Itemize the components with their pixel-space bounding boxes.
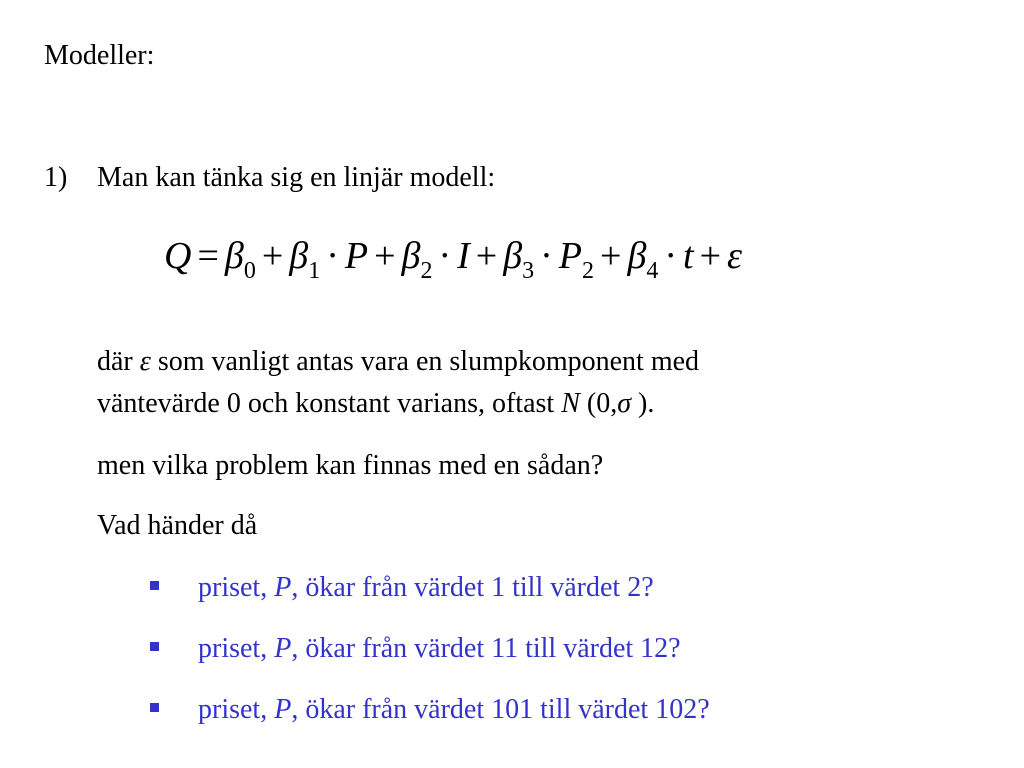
bullet-3-var: P [274, 694, 292, 725]
formula-var-3: P [558, 235, 583, 277]
bullet-3-post: , ökar från värdet 101 till värdet 102? [291, 694, 710, 725]
formula-var-2: I [457, 235, 470, 277]
p1-text-c: väntevärde 0 och konstant varians, oftast [97, 388, 562, 419]
formula-dot-3: · [540, 235, 553, 277]
paragraph-problems: men vilka problem kan finnas med en sådan? [97, 450, 604, 481]
page-title: Modeller: [44, 40, 155, 71]
formula-beta-2-sub: 2 [420, 258, 433, 284]
formula-beta-3-sub: 3 [522, 258, 535, 284]
bullet-2-pre: priset, [198, 633, 275, 664]
formula-dot-1: · [326, 235, 339, 277]
bullet-text-1 [198, 572, 654, 604]
formula-dot-2: · [438, 235, 452, 277]
formula-plus-5: + [699, 235, 722, 277]
formula-plus-4: + [600, 235, 622, 277]
formula-beta-3: β [503, 235, 523, 277]
bullet-text-3 [198, 694, 710, 726]
formula-plus-3: + [475, 235, 498, 277]
list-item-number: 1) [44, 162, 68, 193]
bullet-2-var: P [274, 633, 292, 664]
formula-beta-0-sub: 0 [243, 258, 256, 284]
p1-text-b: som vanligt antas vara en slumpkomponent med [150, 346, 700, 377]
p1-text-a: där [97, 346, 140, 377]
square-bullet-icon [150, 703, 159, 712]
sigma-symbol: σ [617, 388, 632, 419]
formula-beta-1-sub: 1 [308, 258, 321, 284]
square-bullet-icon [150, 642, 159, 651]
formula-beta-1: β [289, 235, 309, 277]
bullet-text-2 [198, 633, 681, 665]
formula-var-1: P [344, 235, 369, 277]
p1-text-d: (0, [579, 388, 618, 419]
formula-plus-1: + [261, 235, 284, 277]
paragraph-what-happens: Vad händer då [97, 510, 258, 541]
bullet-1-post: , ökar från värdet 1 till värdet 2? [291, 572, 654, 603]
formula-beta-0: β [224, 235, 244, 277]
formula-beta-4-sub: 4 [646, 258, 659, 284]
paragraph-epsilon-line-1 [97, 346, 699, 378]
bullet-1-pre: priset, [198, 572, 275, 603]
normal-dist-symbol: N [561, 388, 580, 419]
formula-dot-4: · [664, 235, 678, 277]
formula-lhs: Q [164, 235, 192, 277]
formula-var-4: t [683, 235, 694, 277]
formula-epsilon: ε [727, 235, 743, 277]
paragraph-epsilon-line-2 [97, 388, 654, 420]
epsilon-symbol: ε [139, 346, 151, 377]
formula-plus-2: + [374, 235, 396, 277]
p1-text-e: ). [631, 388, 655, 419]
bullet-3-pre: priset, [198, 694, 275, 725]
formula-beta-2: β [401, 235, 421, 277]
list-item-text: Man kan tänka sig en linjär modell: [97, 162, 496, 193]
bullet-2-post: , ökar från värdet 11 till värdet 12? [291, 633, 681, 664]
formula-equals: = [197, 235, 219, 277]
linear-model-formula [164, 234, 742, 285]
formula-var-3-sub: 2 [582, 258, 595, 284]
formula-beta-4: β [627, 235, 647, 277]
square-bullet-icon [150, 581, 159, 590]
bullet-1-var: P [274, 572, 292, 603]
